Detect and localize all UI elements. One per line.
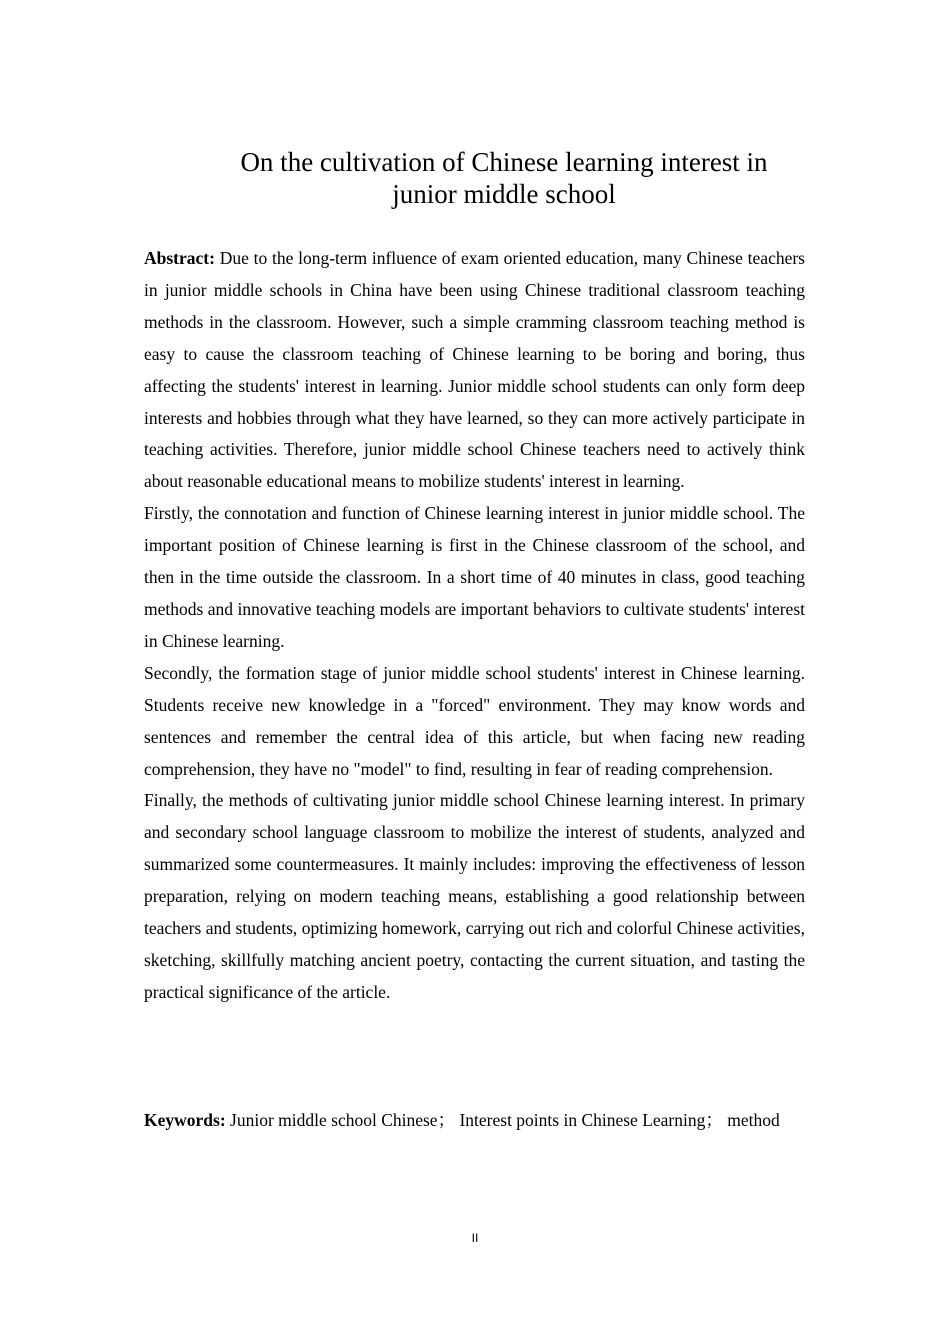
title-line-2: junior middle school <box>392 179 616 209</box>
page-number: II <box>471 1231 479 1245</box>
abstract-body <box>144 243 805 1009</box>
keywords-line <box>144 1105 805 1137</box>
keywords-text: Junior middle school Chinese； Interest points in Chinese Learning； method <box>225 1110 780 1130</box>
abstract-label: Abstract <box>144 248 210 268</box>
body-paragraph-finally: Finally, the methods of cultivating junior middle school Chinese learning interest. In primary and secondary school language classroom to mobilize the interest of students, analyzed and summarized some countermeasures. It mainly includes: improving the effectiveness of lesson preparation, relying on modern teaching means, establishing a good relationship between teachers and students, optimizing homework, carrying out rich and colorful Chinese activities, sketching, skillfully matching ancient poetry, contacting the current situation, and tasting the practical significance of the article. <box>144 790 805 1002</box>
abstract-paragraph <box>144 243 805 498</box>
abstract-colon: : <box>209 248 215 268</box>
title-line-1: On the cultivation of Chinese learning interest in <box>240 147 768 177</box>
body-paragraph-firstly: Firstly, the connotation and function of Chinese learning interest in junior middle school. The important position of Chinese learning is first in the Chinese classroom of the school, and then in the time outside the classroom. In a short time of 40 minutes in class, good teaching methods and innovative teaching models are important behaviors to cultivate students' interest in Chinese learning. <box>144 503 805 651</box>
abstract-text: Due to the long-term influence of exam oriented education, many Chinese teachers in junior middle schools in China have been using Chinese traditional classroom teaching methods in the classroom. However, such a simple cramming classroom teaching method is easy to cause the classroom teaching of Chinese learning to be boring and boring, thus affecting the students' interest in learning. Junior middle school students can only form deep interests and hobbies through what they have learned, so they can more actively participate in teaching activities. Therefore, junior middle school Chinese teachers need to actively think about reasonable educational means to mobilize students' interest in learning. <box>144 248 805 492</box>
keywords-label: Keywords: <box>144 1110 226 1130</box>
document-title <box>144 146 864 210</box>
body-paragraph-secondly: Secondly, the formation stage of junior middle school students' interest in Chinese learning. Students receive new knowledge in a "forced" environment. They may know words and sentences and remember the central idea of this article, but when facing new reading comprehension, they have no "model" to find, resulting in fear of reading comprehension. <box>144 662 805 779</box>
